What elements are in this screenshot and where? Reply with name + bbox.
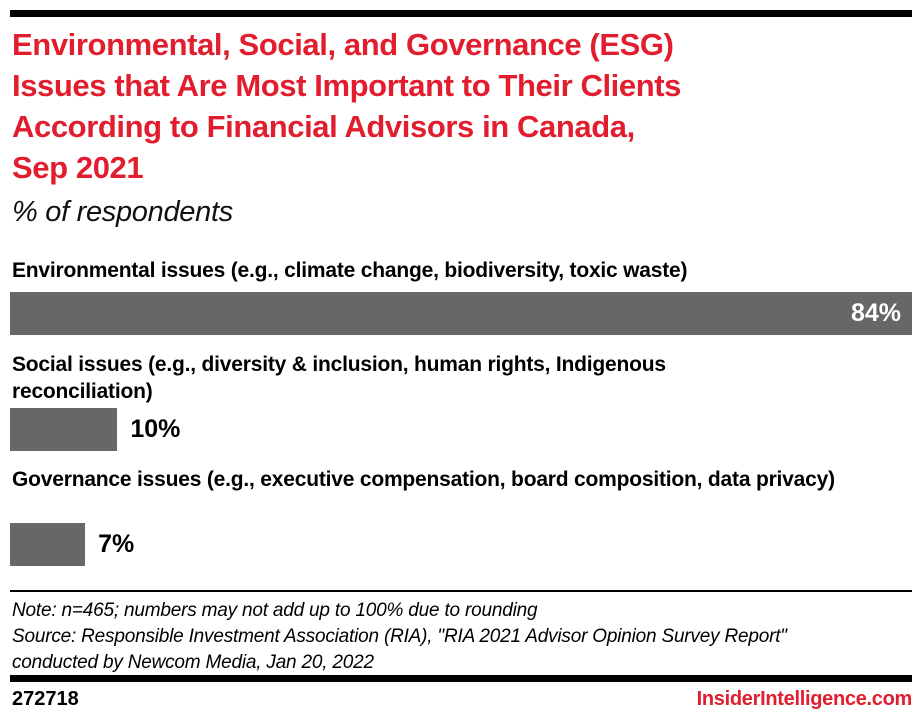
footnote-note: Note: n=465; numbers may not add up to 100% due to rounding (12, 600, 538, 621)
bar-value-governance: 7% (98, 530, 135, 558)
site-url: InsiderIntelligence.com (696, 688, 912, 710)
bar-label-environmental: Environmental issues (e.g., climate change, biodiversity, toxic waste) (12, 259, 688, 282)
bottom-rule (10, 675, 912, 682)
chart-title (12, 24, 910, 188)
footnote-source: Source: Responsible Investment Association (RIA), "RIA 2021 Advisor Opinion Survey Report" conducted by Newcom Media, Jan 20, 2022 (12, 626, 787, 673)
bar-social (10, 408, 117, 451)
bar-label-governance: Governance issues (e.g., executive compensation, board composition, data privacy) (12, 468, 835, 491)
bar-label-social: Social issues (e.g., diversity & inclusion, human rights, Indigenous reconciliation) (12, 353, 666, 403)
bar-environmental (10, 292, 912, 335)
chart-subtitle: % of respondents (12, 196, 233, 228)
top-rule (10, 10, 912, 17)
chart-title-line-1: Environmental, Social, and Governance (ESG) (12, 27, 674, 62)
footnote-rule (10, 590, 912, 592)
bar-governance (10, 523, 85, 566)
bar-row-environmental (10, 292, 912, 335)
chart-title-line-3: According to Financial Advisors in Canada, (12, 109, 635, 144)
bar-row-governance (10, 523, 912, 566)
chart-title-line-2: Issues that Are Most Important to Their Clients (12, 68, 682, 103)
chart-id: 272718 (12, 688, 79, 710)
bar-row-social (10, 408, 912, 451)
chart-title-line-4: Sep 2021 (12, 150, 144, 185)
footnote (12, 598, 822, 676)
bar-value-social: 10% (130, 415, 181, 443)
bar-value-environmental: 84% (850, 299, 901, 327)
